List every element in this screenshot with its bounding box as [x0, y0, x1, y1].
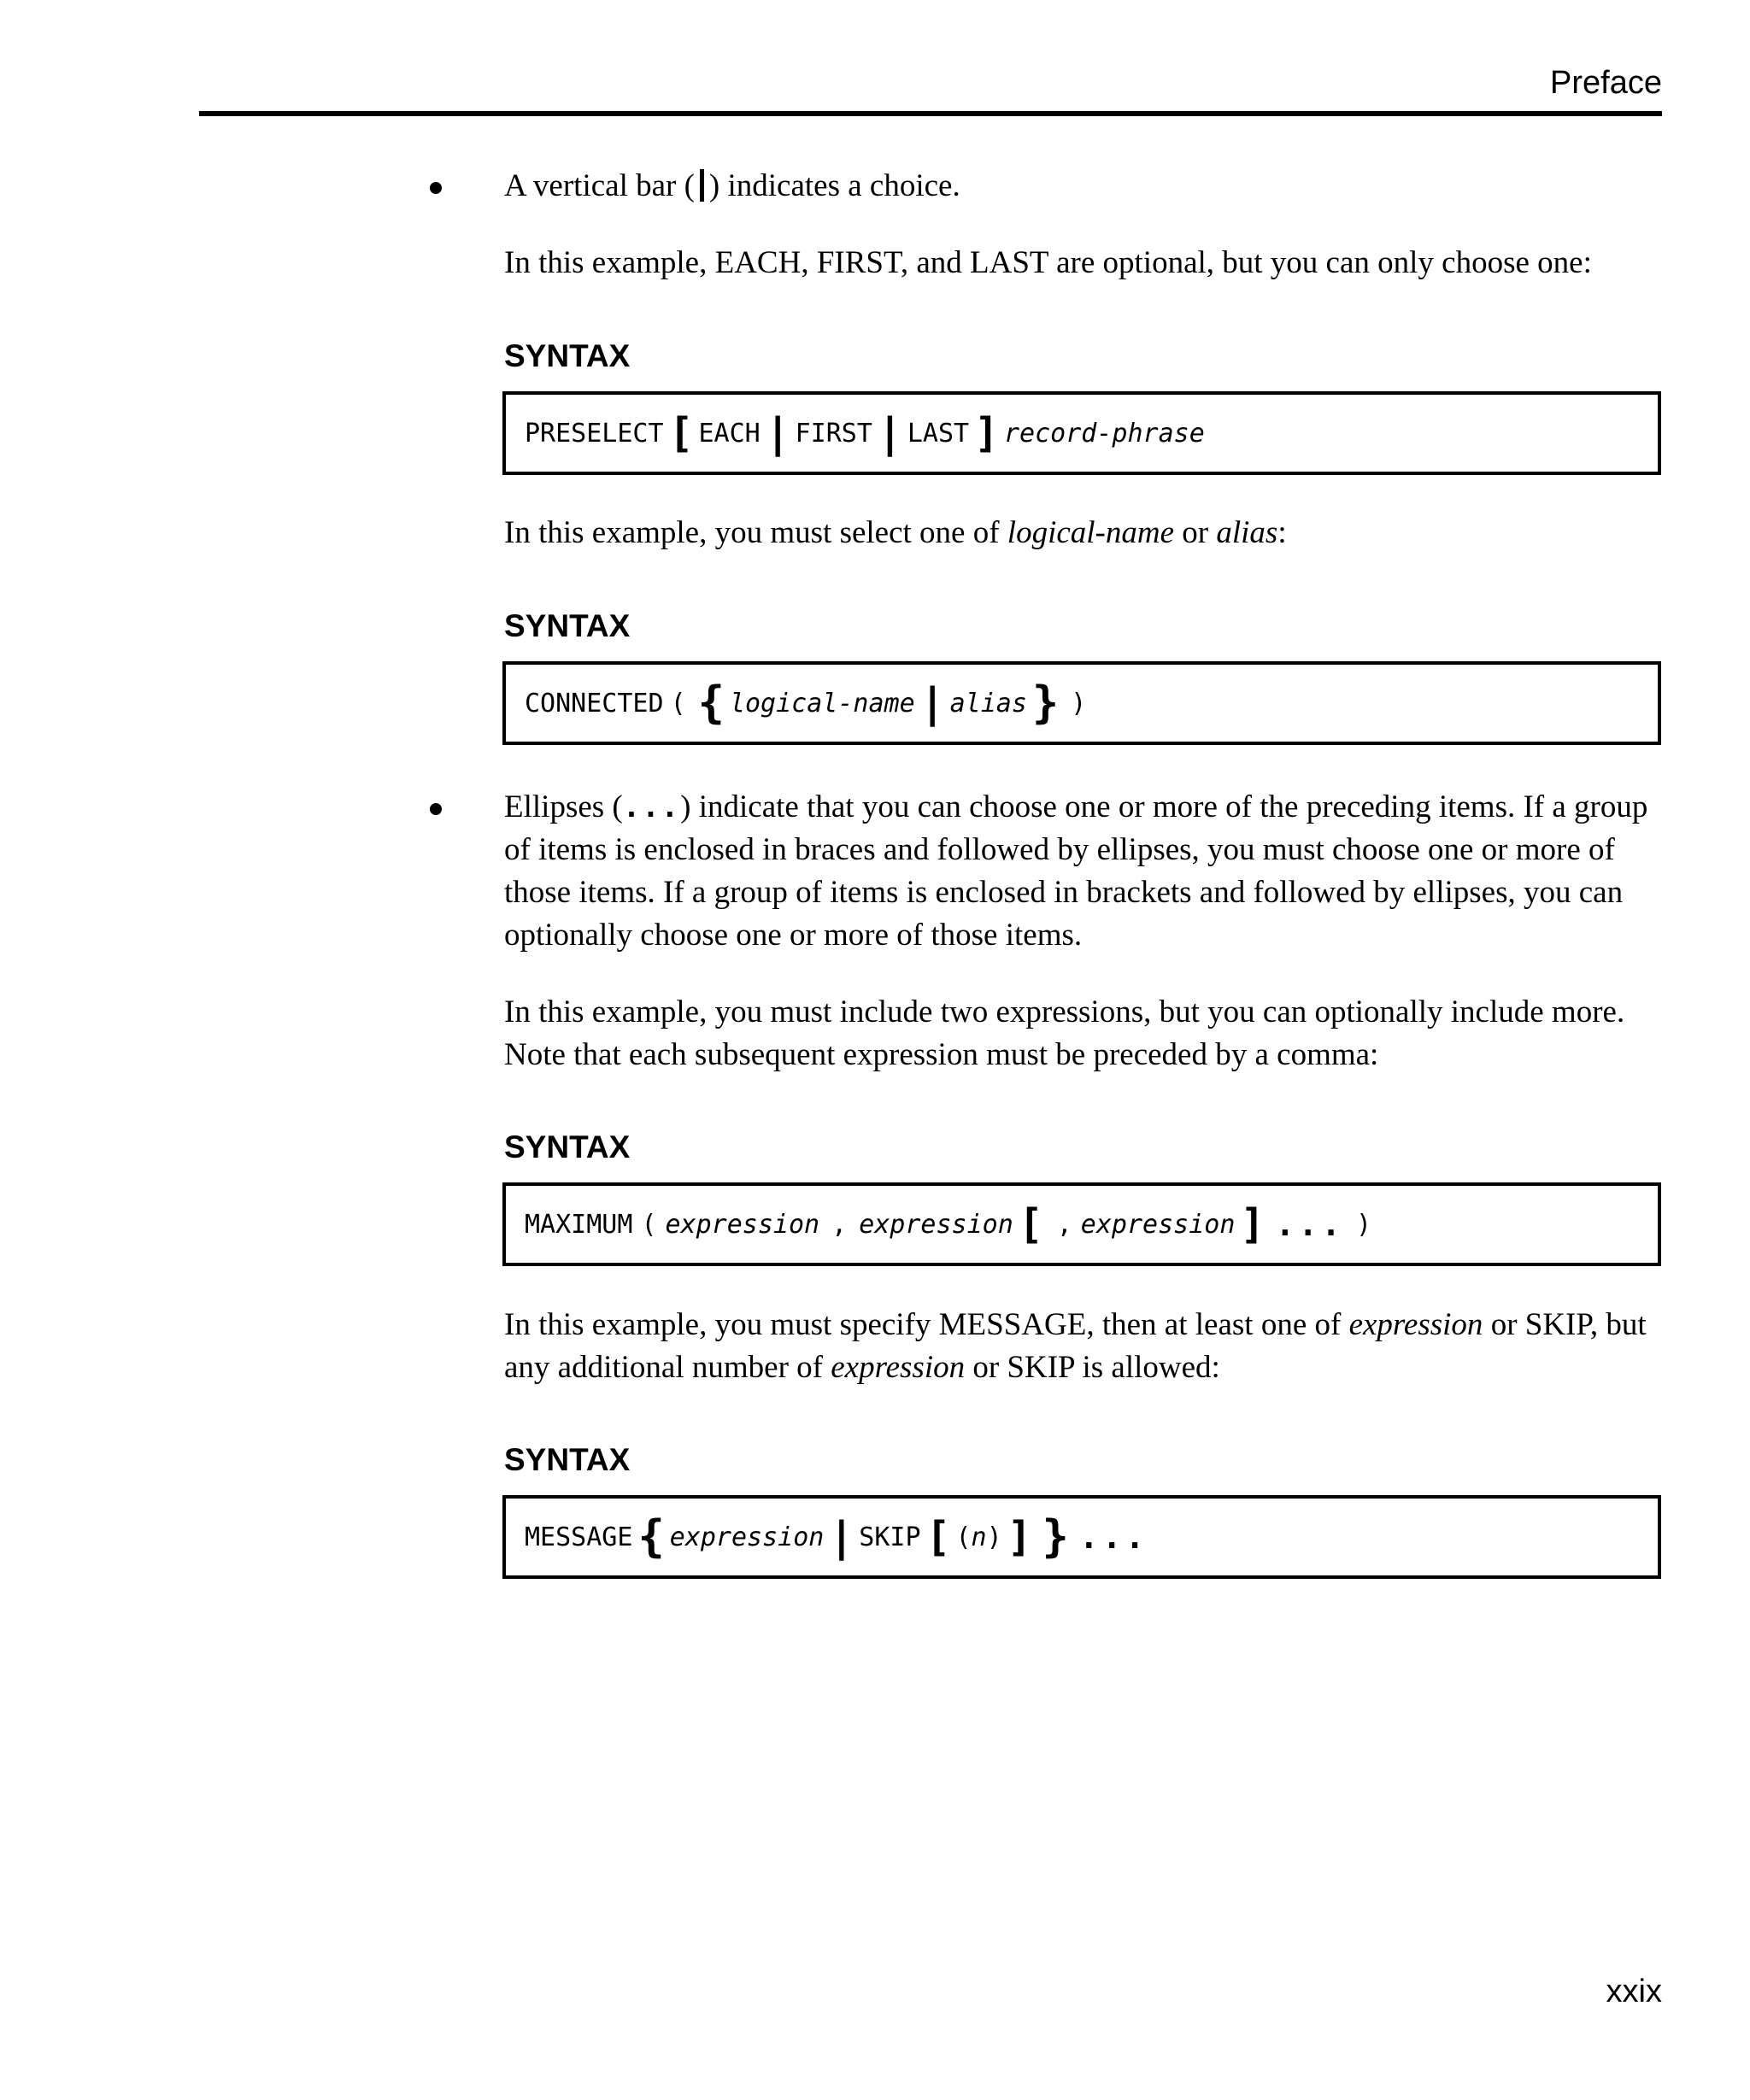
close-brace: } — [1042, 1511, 1069, 1563]
intro-text: : — [1277, 515, 1287, 550]
intro-term: expression — [831, 1350, 966, 1385]
close-bracket: ] — [974, 409, 999, 457]
bullet-marker — [430, 803, 442, 815]
keyword: PRESELECT — [525, 418, 664, 449]
ellipsis-glyph: ... — [622, 790, 681, 824]
intro-text: or — [1174, 515, 1217, 550]
text-after: ) indicate that you can choose one or more of the preceding items. If a group of items is enclosed in braces and followed by ellipses, you must choose one or more of those items. If a group of items is enclosed in brackets and followed by ellipses, you can optionally choose one or more of those items. — [504, 789, 1648, 953]
text-after: ) indicates a choice. — [708, 168, 960, 203]
message-intro — [504, 1304, 1668, 1389]
syntax-code — [525, 665, 1086, 742]
syntax-heading: SYNTAX — [504, 1129, 631, 1164]
argument: alias — [949, 688, 1027, 719]
comma: , — [1056, 1209, 1072, 1240]
intro-term: expression — [1348, 1307, 1483, 1342]
syntax-box-preselect — [502, 391, 1661, 475]
choice-bar: | — [877, 409, 902, 457]
running-head: Preface — [1550, 65, 1662, 101]
preselect-intro: In this example, EACH, FIRST, and LAST are optional, but you can only choose one: — [504, 245, 1592, 280]
text-before: A vertical bar ( — [504, 168, 695, 203]
paren-close: ) — [1071, 688, 1087, 719]
vertical-bar-glyph — [700, 169, 704, 202]
argument: expression — [669, 1522, 825, 1552]
keyword: CONNECTED — [525, 688, 664, 719]
page-number: xxix — [1606, 1974, 1662, 2009]
keyword: MESSAGE — [525, 1522, 633, 1552]
maximum-intro: In this example, you must include two expressions, but you can optionally include more. Note that each subsequent expression must be preceded by a comma: — [504, 994, 1625, 1072]
syntax-box-connected — [502, 661, 1661, 745]
syntax-heading: SYNTAX — [504, 338, 631, 373]
intro-term: alias — [1216, 515, 1278, 550]
option: EACH — [698, 418, 760, 449]
option: SKIP — [859, 1522, 921, 1552]
header-rule — [199, 111, 1662, 116]
close-brace: } — [1031, 678, 1060, 729]
syntax-code — [525, 1499, 1153, 1575]
paren-open: ( — [641, 1209, 657, 1240]
intro-text: In this example, you must specify MESSAGE, then at least one of — [504, 1307, 1349, 1342]
argument: logical-name — [729, 688, 915, 719]
paren-close: ) — [986, 1522, 1002, 1552]
ellipses-bullet-text — [504, 786, 1668, 957]
close-bracket: ] — [1240, 1200, 1266, 1248]
vertical-bar-bullet-text — [504, 165, 1668, 208]
argument: record-phrase — [1004, 418, 1205, 449]
option: LAST — [907, 418, 970, 449]
syntax-box-message — [502, 1495, 1661, 1579]
intro-text: In this example, you must select one of — [504, 515, 1007, 550]
option: FIRST — [795, 418, 872, 449]
choice-bar: | — [829, 1513, 854, 1561]
intro-text: or SKIP, but any additional number of — [504, 1307, 1647, 1385]
open-bracket: [ — [925, 1513, 951, 1561]
choice-bar: | — [919, 679, 945, 727]
intro-text: or SKIP is allowed: — [965, 1350, 1220, 1385]
argument: n — [971, 1522, 987, 1552]
ellipsis: ... — [1078, 1518, 1148, 1556]
syntax-heading: SYNTAX — [504, 1442, 631, 1477]
open-bracket: [ — [668, 409, 694, 457]
argument: expression — [1080, 1209, 1236, 1240]
comma: , — [831, 1209, 848, 1240]
open-brace: { — [637, 1511, 665, 1563]
syntax-code — [525, 1186, 1371, 1263]
paren-close: ) — [1355, 1209, 1372, 1240]
syntax-code — [525, 395, 1205, 472]
syntax-box-maximum — [502, 1182, 1661, 1266]
close-bracket: ] — [1007, 1513, 1032, 1561]
bullet-marker — [430, 182, 442, 194]
ellipsis: ... — [1275, 1205, 1344, 1243]
open-bracket: [ — [1018, 1200, 1043, 1248]
connected-intro — [504, 512, 1668, 554]
choice-bar: | — [765, 409, 790, 457]
open-brace: { — [697, 678, 725, 729]
syntax-heading: SYNTAX — [504, 608, 631, 643]
argument: expression — [859, 1209, 1013, 1240]
paren-open: ( — [670, 688, 686, 719]
argument: expression — [665, 1209, 820, 1240]
intro-term: logical-name — [1007, 515, 1175, 550]
text-before: Ellipses ( — [504, 789, 623, 824]
keyword: MAXIMUM — [525, 1209, 633, 1240]
paren-open: ( — [955, 1522, 972, 1552]
